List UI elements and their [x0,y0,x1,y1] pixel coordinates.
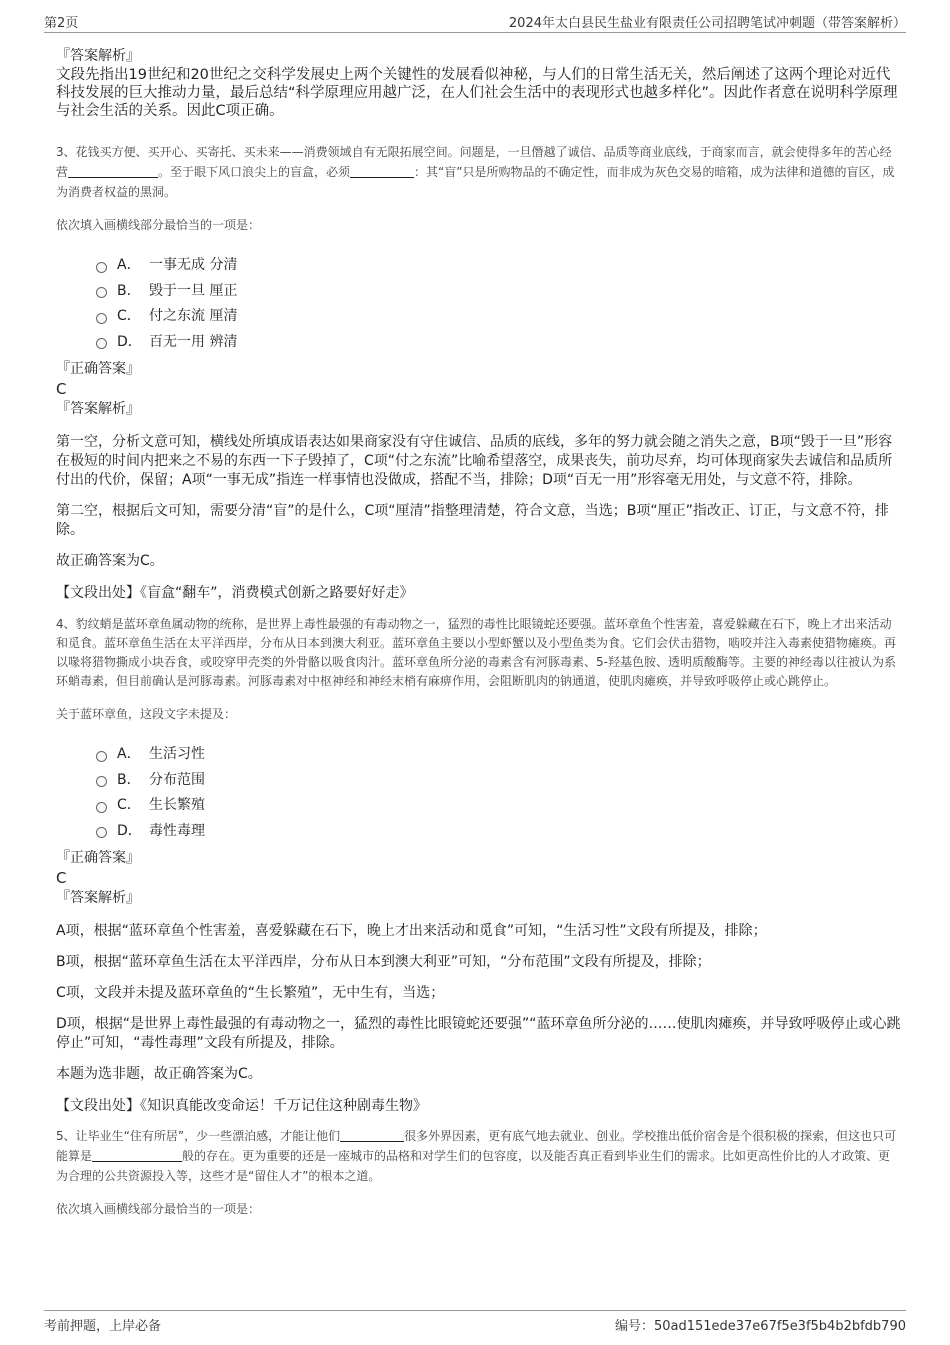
q3-answer-label: 『正确答案』 [56,361,140,377]
q3-analysis-para-3: 故正确答案为C。 [56,553,164,569]
q3-stem-part1: 3、花钱买方便、买开心、买寄托、买未来——消费领域自有无限拓展空间。问题是，一旦僭越了诚信、品质等商业底线，于商家而言，就会使得多年的苦心经营 [56,145,892,179]
q3-blank-2 [350,165,414,178]
q5-blank-2 [92,1149,182,1162]
option-letter: C． [117,308,141,324]
option-letter: B． [117,282,141,299]
q4-option-a[interactable] [96,742,902,768]
q4-stem: 4、豹纹蛸是蓝环章鱼属动物的统称，是世界上毒性最强的有毒动物之一，猛烈的毒性比眼镜蛇还要强。蓝环章鱼个性害羞，喜爱躲藏在石下，晚上才出来活动和觅食。蓝环章鱼生活在太平洋西岸，分布从日本到澳大利亚。蓝环章鱼主要以小型虾蟹以及小型鱼类为食。它们会伏击猎物，啮咬并注入毒素使猎物瘫痪。再以喙将猎物撕成小块吞食，或咬穿甲壳类的外骨骼以吸食肉汁。蓝环章鱼所分泌的毒素含有河豚毒素、5-羟基色胺、透明质酸酶等。主要的神经毒以往被认为系环蛸毒素，但目前确认是河豚毒素。河豚毒素对中枢神经和神经末梢有麻痹作用，会阻断肌肉的钠通道，使肌肉瘫痪，并导致呼吸停止或心跳停止。 [56,617,897,688]
q4-option-c[interactable] [96,793,902,819]
option-letter: D． [117,333,142,350]
page-content [56,46,902,1217]
q4-option-d[interactable] [96,819,902,845]
option-letter: A． [117,746,141,762]
option-text: 毒性毒理 [149,822,205,839]
q5-stem [56,1126,902,1186]
q3-analysis-label: 『答案解析』 [56,401,140,417]
q3-option-c[interactable] [96,304,902,330]
radio-icon[interactable] [96,751,107,762]
q3-option-b[interactable] [96,279,902,305]
q3-stem-part2: 。至于眼下风口浪尖上的盲盒，必须 [158,165,351,179]
q3-option-a[interactable] [96,253,902,279]
q5-prompt: 依次填入画横线部分最恰当的一项是： [56,1202,261,1216]
radio-icon[interactable] [96,313,107,324]
option-text: 毁于一旦 厘正 [149,282,238,299]
page-header [44,10,906,33]
q3-analysis-para-2: 第二空，根据后文可知，需要分清“盲”的是什么，C项“厘清”指整理清楚，符合文意，当选；B项“厘正”指改正、订正，与文意不符，排除。 [56,503,889,538]
q3-prompt: 依次填入画横线部分最恰当的一项是： [56,218,261,232]
q3-source: 【文段出处】《盲盒“翻车”，消费模式创新之路要好好走》 [56,585,414,601]
q3-blank-1 [68,165,158,178]
q4-prompt: 关于蓝环章鱼，这段文字未提及： [56,707,237,721]
q3-analysis-para-1: 第一空，分析文意可知，横线处所填成语表达如果商家没有守住诚信、品质的底线，多年的努力就会随之消失之意，B项“毁于一旦”形容在极短的时间内把来之不易的东西一下子毁掉了，C项“付之东流”比喻希望落空，成果丧失，前功尽弃，均可体现商家失去诚信和品质所付出的代价，保留；A项“一事无成”指连一样事情也没做成，搭配不当，排除；D项“百无一用”形容毫无用处，与文意不符，排除。 [56,434,893,488]
q2-analysis-label: 『答案解析』 [56,48,140,64]
document-title: 2024年太白县民生盐业有限责任公司招聘笔试冲刺题（带答案解析） [508,16,906,31]
q3-option-d[interactable] [96,330,902,356]
q4-analysis-para-1: A项，根据“蓝环章鱼个性害羞，喜爱躲藏在石下，晚上才出来活动和觅食”可知，“生活习性”文段有所提及，排除； [56,923,767,939]
q5-blank-1 [340,1129,404,1142]
q4-analysis-para-5: 本题为选非题，故正确答案为C。 [56,1066,262,1082]
q2-analysis-text: 文段先指出19世纪和20世纪之交科学发展史上两个关键性的发展看似神秘，与人们的日常生活无关，然后阐述了这两个理论对近代科技发展的巨大推动力量，最后总结“科学原理应用越广泛，在人们社会生活中的表现形式也越多样化”。因此作者意在说明科学原理与社会生活的关系。因此C项正确。 [56,67,898,119]
option-text: 生活习性 [149,746,205,762]
q3-stem [56,142,902,202]
q3-stem-part3: ：其“盲”只是所购物品的不确定性，而非成为灰色交易的暗箱，成为法律和道德的盲区，成为消费者权益的黑洞。 [56,165,895,199]
option-text: 付之东流 厘清 [149,308,238,324]
option-text: 生长繁殖 [149,797,205,813]
document-id: 编号：50ad151ede37e67f5e3f5b4b2bfdb790 [614,1319,906,1334]
q3-options [56,253,902,355]
q4-analysis-para-4: D项，根据“是世界上毒性最强的有毒动物之一，猛烈的毒性比眼镜蛇还要强”“蓝环章鱼所分泌的……使肌肉瘫痪，并导致呼吸停止或心跳停止”可知，“毒性毒理”文段有所提及，排除。 [56,1016,901,1051]
q4-option-b[interactable] [96,768,902,794]
radio-icon[interactable] [96,776,107,787]
q5-stem-part2: 很多外界因素，更有底气地去就业、创业。学校推出低价宿舍是个很积极的探索，但这也只可能算是 [56,1129,897,1163]
q3-answer: C [56,380,67,398]
q5-stem-part3: 般的存在。更为重要的还是一座城市的品格和对学生们的包容度，以及能否真正看到毕业生们的需求。比如更高性价比的人才政策、更为合理的公共资源投入等，这些才是“留住人才”的根本之道。 [56,1149,891,1183]
radio-icon[interactable] [96,287,107,298]
q4-analysis-label: 『答案解析』 [56,890,140,906]
radio-icon[interactable] [96,827,107,838]
option-letter: B． [117,771,141,788]
option-text: 分布范围 [149,771,205,788]
option-letter: D． [117,822,142,839]
q5-stem-part1: 5、让毕业生“住有所居”，少一些漂泊感，才能让他们 [56,1129,341,1143]
q4-options [56,742,902,844]
page-footer [44,1310,906,1335]
option-text: 百无一用 辨清 [149,333,238,350]
page-number: 第2页 [44,16,79,31]
radio-icon[interactable] [96,802,107,813]
q4-answer-label: 『正确答案』 [56,850,140,866]
q4-answer: C [56,869,67,887]
radio-icon[interactable] [96,338,107,349]
radio-icon[interactable] [96,262,107,273]
footer-slogan: 考前押题，上岸必备 [44,1319,162,1334]
option-letter: C． [117,797,141,813]
q4-source: 【文段出处】《知识真能改变命运！千万记住这种剧毒生物》 [56,1098,427,1114]
option-letter: A． [117,257,141,273]
q4-analysis-para-3: C项，文段并未提及蓝环章鱼的“生长繁殖”，无中生有，当选； [56,985,445,1001]
q4-analysis-para-2: B项，根据“蓝环章鱼生活在太平洋西岸，分布从日本到澳大利亚”可知，“分布范围”文段有所提及，排除； [56,954,711,970]
option-text: 一事无成 分清 [149,257,238,273]
